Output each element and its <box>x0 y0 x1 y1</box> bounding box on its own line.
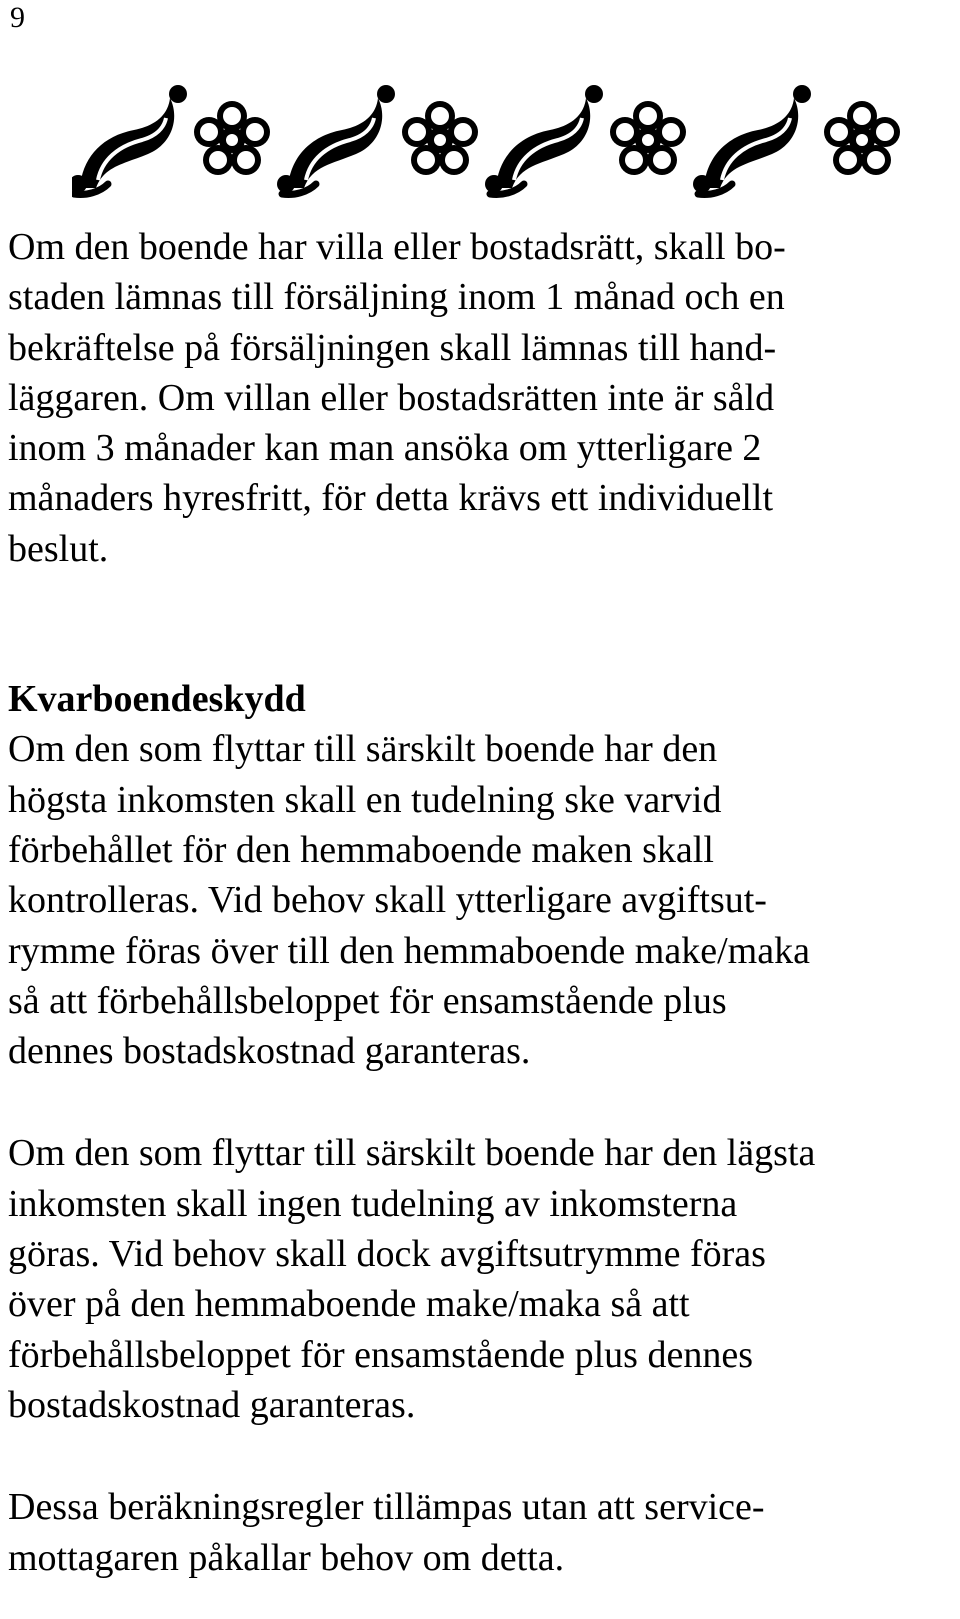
text-line: över på den hemmaboende make/maka så att <box>8 1283 690 1326</box>
text-line: Om den som flyttar till särskilt boende har den <box>8 728 718 771</box>
text-line: mottagaren påkallar behov om detta. <box>8 1536 565 1579</box>
paragraph-kvarboendeskydd <box>8 674 953 1076</box>
text-line: högsta inkomsten skall en tudelning ske varvid <box>8 778 722 821</box>
text-line: Dessa beräkningsregler tillämpas utan att service- <box>8 1486 765 1529</box>
text-line: beslut. <box>8 527 109 570</box>
section-heading: Kvarboendeskydd <box>8 678 306 721</box>
text-line: bekräftelse på försäljningen skall lämnas till hand- <box>8 326 777 369</box>
text-line: dennes bostadskostnad garanteras. <box>8 1030 531 1073</box>
text-line: förbehållet för den hemmaboende maken skall <box>8 828 714 871</box>
floral-border-icon <box>72 84 932 204</box>
paragraph-calculation-rules <box>8 1482 953 1583</box>
text-line: så att förbehållsbeloppet för ensamstående plus <box>8 979 727 1022</box>
document-body <box>8 222 953 1583</box>
text-line: inom 3 månader kan man ansöka om ytterligare 2 <box>8 427 762 470</box>
paragraph-villa-sale <box>8 222 953 574</box>
text-line: kontrolleras. Vid behov skall ytterligare avgiftsut- <box>8 879 767 922</box>
text-line: läggaren. Om villan eller bostadsrätten inte är såld <box>8 376 775 419</box>
paragraph-lowest-income <box>8 1128 953 1430</box>
text-line: Om den boende har villa eller bostadsrätt, skall bo- <box>8 226 786 268</box>
text-line: göras. Vid behov skall dock avgiftsutrymme föras <box>8 1233 766 1276</box>
text-line: Om den som flyttar till särskilt boende har den lägsta <box>8 1132 816 1175</box>
text-line: rymme föras över till den hemmaboende make/maka <box>8 929 810 972</box>
text-line: månaders hyresfritt, för detta krävs ett individuellt <box>8 477 774 520</box>
text-line: förbehållsbeloppet för ensamstående plus dennes <box>8 1333 753 1376</box>
text-line: inkomsten skall ingen tudelning av inkomsterna <box>8 1182 738 1225</box>
page-number: 9 <box>10 1 25 34</box>
text-line: staden lämnas till försäljning inom 1 månad och en <box>8 276 785 319</box>
text-line: bostadskostnad garanteras. <box>8 1383 416 1426</box>
